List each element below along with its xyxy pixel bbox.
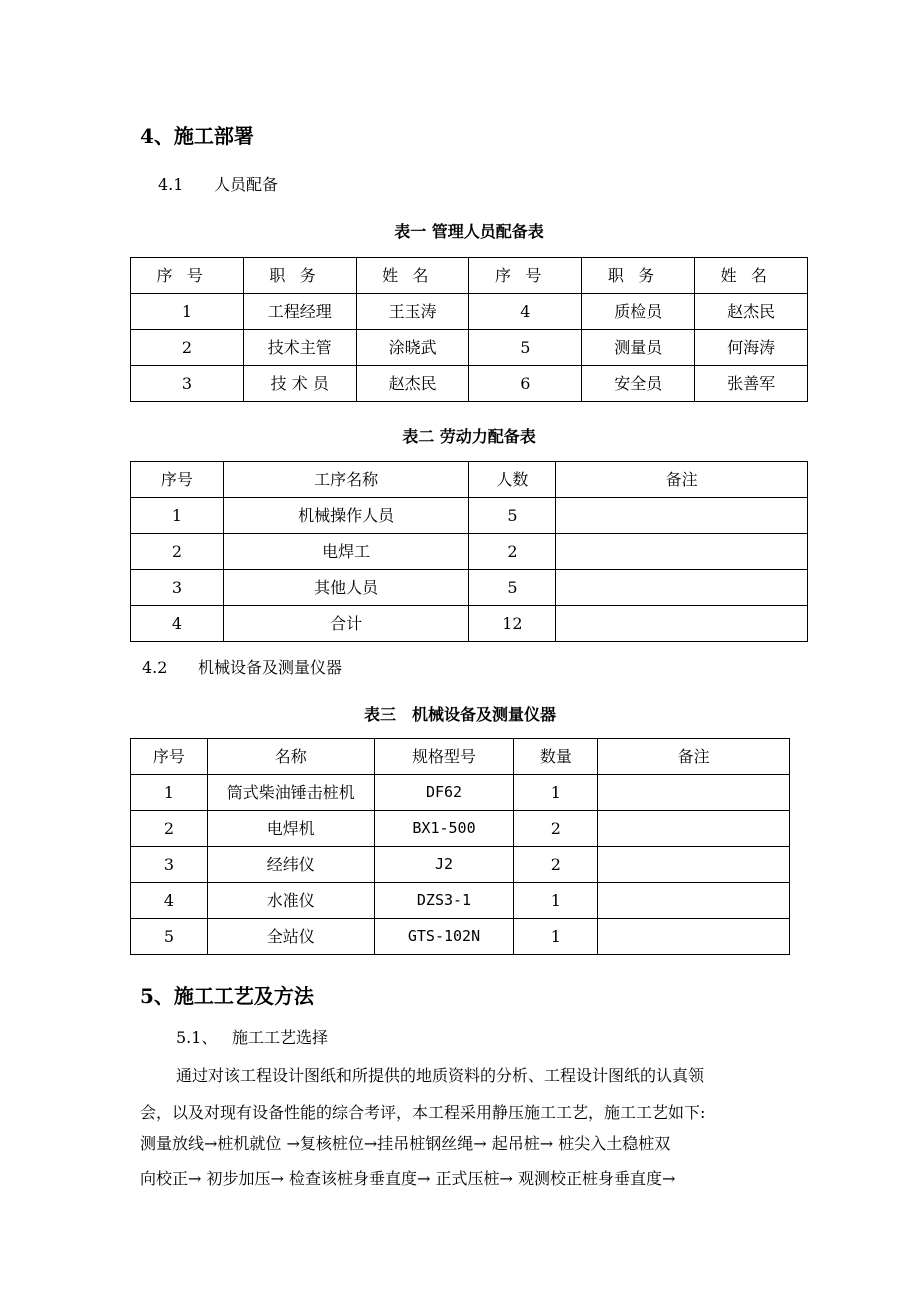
table-cell: 合计 — [223, 606, 469, 642]
subsection-number: 5.1、 — [176, 1028, 218, 1047]
subsection-label: 人员配备 — [214, 175, 279, 194]
table-row — [131, 847, 790, 883]
paragraph-line: 测量放线→桩机就位 →复核桩位→挂吊桩钢丝绳→ 起吊桩→ 桩尖入土稳桩双 — [140, 1134, 671, 1153]
paragraph-line: 会，以及对现有设备性能的综合考评，本工程采用静压施工工艺，施工工艺如下: — [140, 1103, 706, 1122]
table-cell: 质检员 — [582, 294, 695, 330]
table-cell: 测量员 — [582, 330, 695, 366]
subsection-5-1 — [176, 1025, 328, 1048]
table-cell: 3 — [131, 570, 224, 606]
table-cell: 赵杰民 — [695, 294, 808, 330]
table-cell: 3 — [131, 366, 244, 402]
header-cell: 名称 — [207, 739, 374, 775]
table-row — [131, 811, 790, 847]
header-cell: 备注 — [556, 462, 808, 498]
table-cell: 2 — [131, 330, 244, 366]
table-cell: 3 — [131, 847, 208, 883]
table-cell: 5 — [469, 570, 556, 606]
table-cell: 全站仪 — [207, 919, 374, 955]
table-cell: 何海涛 — [695, 330, 808, 366]
table-cell — [556, 498, 808, 534]
table-row — [131, 606, 808, 642]
labor-allocation-table — [130, 461, 808, 642]
table3-caption: 表三 机械设备及测量仪器 — [363, 705, 556, 724]
table-header-row — [131, 462, 808, 498]
equipment-instruments-table — [130, 738, 790, 955]
table-header-row — [131, 739, 790, 775]
paragraph-line: 通过对该工程设计图纸和所提供的地质资料的分析、工程设计图纸的认真领 — [176, 1066, 705, 1085]
table-cell: 4 — [131, 883, 208, 919]
table-cell: 4 — [469, 294, 582, 330]
subsection-label: 机械设备及测量仪器 — [198, 658, 343, 677]
table-header-row — [131, 258, 808, 294]
header-cell: 序号 — [469, 258, 582, 294]
header-cell: 职务 — [243, 258, 356, 294]
table-cell — [598, 883, 790, 919]
table-cell — [556, 570, 808, 606]
table2-caption: 表二 劳动力配备表 — [402, 427, 536, 446]
table-row — [131, 534, 808, 570]
table-cell: BX1-500 — [374, 811, 514, 847]
subsection-label: 施工工艺选择 — [232, 1028, 329, 1047]
subsection-4-1 — [158, 172, 278, 195]
table-row — [131, 883, 790, 919]
table-cell: 技术主管 — [243, 330, 356, 366]
subsection-number: 4.2 — [142, 658, 168, 677]
table-cell — [598, 847, 790, 883]
header-cell: 姓名 — [695, 258, 808, 294]
section-4-heading: 4、施工部署 — [140, 124, 254, 148]
table-cell: 1 — [514, 883, 598, 919]
table-cell: 5 — [469, 498, 556, 534]
table-cell: 涂晓武 — [356, 330, 469, 366]
header-cell: 工序名称 — [223, 462, 469, 498]
table-cell: 2 — [469, 534, 556, 570]
table-cell: 1 — [514, 919, 598, 955]
table-cell: 1 — [131, 294, 244, 330]
table-cell: 5 — [131, 919, 208, 955]
table-row — [131, 498, 808, 534]
table-cell: J2 — [374, 847, 514, 883]
paragraph-line: 向校正→ 初步加压→ 检查该桩身垂直度→ 正式压桩→ 观测校正桩身垂直度→ — [140, 1169, 676, 1188]
table-cell — [598, 919, 790, 955]
header-cell: 姓名 — [356, 258, 469, 294]
table-cell: 安全员 — [582, 366, 695, 402]
table1-caption: 表一 管理人员配备表 — [394, 222, 544, 241]
table-cell: 1 — [131, 775, 208, 811]
management-staff-table — [130, 257, 808, 402]
table-row — [131, 775, 790, 811]
table-cell: 机械操作人员 — [223, 498, 469, 534]
table-cell: 王玉涛 — [356, 294, 469, 330]
table-cell: 2 — [131, 534, 224, 570]
table-cell — [556, 534, 808, 570]
table-cell — [598, 775, 790, 811]
header-cell: 职务 — [582, 258, 695, 294]
header-cell: 序号 — [131, 739, 208, 775]
table-row — [131, 330, 808, 366]
subsection-number: 4.1 — [158, 175, 184, 194]
header-cell: 序号 — [131, 258, 244, 294]
table-cell — [598, 811, 790, 847]
table-cell: 1 — [131, 498, 224, 534]
table-cell: 经纬仪 — [207, 847, 374, 883]
table-cell: DZS3-1 — [374, 883, 514, 919]
table-cell: 技 术 员 — [243, 366, 356, 402]
table-cell: 电焊机 — [207, 811, 374, 847]
table-row — [131, 570, 808, 606]
table-cell: 水准仪 — [207, 883, 374, 919]
table-cell: DF62 — [374, 775, 514, 811]
table-cell — [556, 606, 808, 642]
table-cell: 2 — [131, 811, 208, 847]
table-cell: 1 — [514, 775, 598, 811]
table-row — [131, 919, 790, 955]
table-cell: 筒式柴油锤击桩机 — [207, 775, 374, 811]
table-cell: 5 — [469, 330, 582, 366]
table-cell: 2 — [514, 811, 598, 847]
table-cell: 4 — [131, 606, 224, 642]
header-cell: 备注 — [598, 739, 790, 775]
subsection-4-2 — [142, 655, 342, 678]
header-cell: 规格型号 — [374, 739, 514, 775]
header-cell: 人数 — [469, 462, 556, 498]
table-cell: 电焊工 — [223, 534, 469, 570]
table-cell: 其他人员 — [223, 570, 469, 606]
header-cell: 序号 — [131, 462, 224, 498]
section-5-heading: 5、施工工艺及方法 — [140, 984, 314, 1008]
header-cell: 数量 — [514, 739, 598, 775]
table-cell: GTS-102N — [374, 919, 514, 955]
table-row — [131, 294, 808, 330]
table-cell: 6 — [469, 366, 582, 402]
table-cell: 张善军 — [695, 366, 808, 402]
table-cell: 赵杰民 — [356, 366, 469, 402]
table-cell: 2 — [514, 847, 598, 883]
table-row — [131, 366, 808, 402]
table-cell: 12 — [469, 606, 556, 642]
table-cell: 工程经理 — [243, 294, 356, 330]
